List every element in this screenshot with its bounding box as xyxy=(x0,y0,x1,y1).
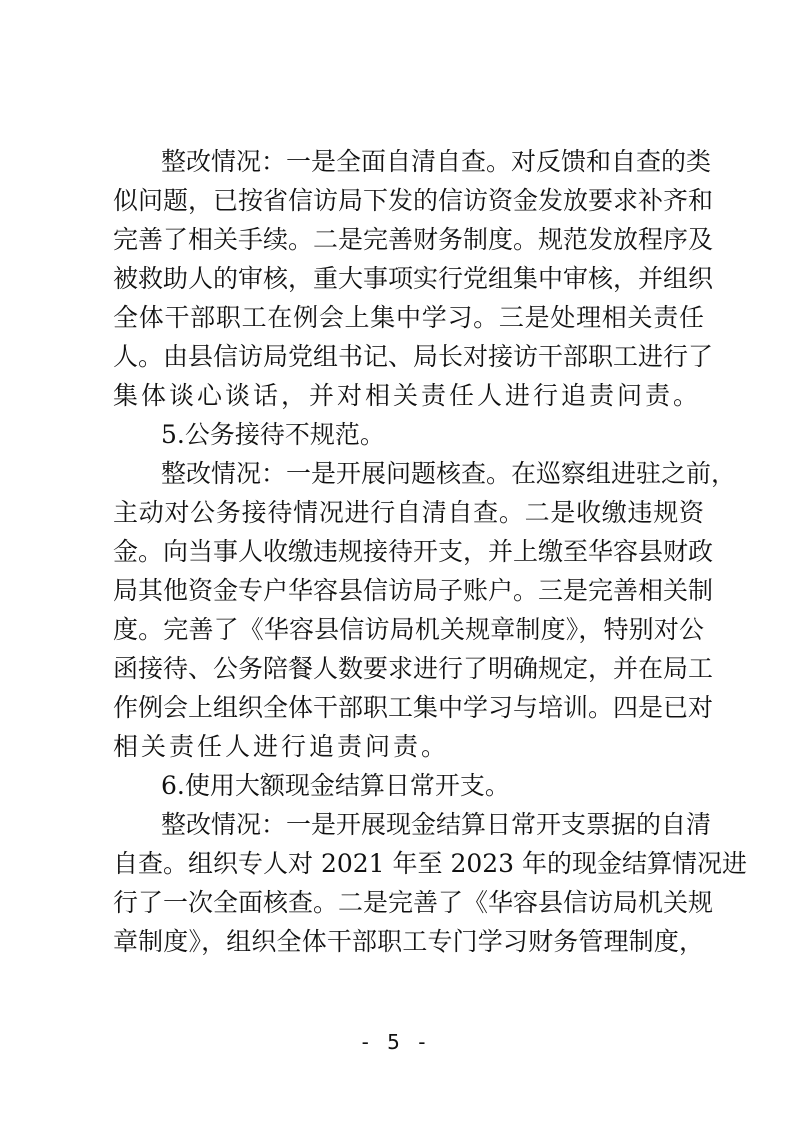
text-line: 集体谈心谈话，并对相关责任人进行追责问责。 xyxy=(113,381,702,410)
text-line: 章制度》，组织全体干部职工专门学习财务管理制度， xyxy=(113,927,704,956)
text-line: 完善了相关手续。二是完善财务制度。规范发放程序及 xyxy=(113,225,714,254)
text-line: 金。向当事人收缴违规接待开支，并上缴至华容县财政 xyxy=(113,537,714,566)
text-line: 相关责任人进行追责问责。 xyxy=(113,732,450,761)
text-line: 函接待、公务陪餐人数要求进行了明确规定，并在局工 xyxy=(113,654,714,683)
text-line: 全体干部职工在例会上集中学习。三是处理相关责任 xyxy=(113,303,704,332)
text-line: 作例会上组织全体干部职工集中学习与培训。四是已对 xyxy=(113,693,714,722)
page-number: - 5 - xyxy=(361,1030,432,1054)
paragraph-rectification-1 xyxy=(113,142,714,415)
text-line: 整改情况：一是开展现金结算日常开支票据的自清 xyxy=(161,810,712,839)
section-heading: 5.公务接待不规范。 xyxy=(161,420,385,449)
text-line: 似问题，已按省信访局下发的信访资金发放要求补齐和 xyxy=(113,186,714,215)
section-heading: 6.使用大额现金结算日常开支。 xyxy=(161,771,510,800)
paragraph-rectification-5 xyxy=(113,454,737,766)
text-line: 局其他资金专户华容县信访局子账户。三是完善相关制 xyxy=(113,576,714,605)
heading-item-5 xyxy=(113,415,704,454)
text-line: 整改情况：一是开展问题核查。在巡察组进驻之前， xyxy=(161,459,737,488)
text-line: 人。由县信访局党组书记、局长对接访干部职工进行了 xyxy=(113,342,714,371)
text-line: 整改情况：一是全面自清自查。对反馈和自查的类 xyxy=(161,147,712,176)
paragraph-rectification-6 xyxy=(113,805,748,961)
text-line: 行了一次全面核查。二是完善了《华容县信访局机关规 xyxy=(113,888,714,917)
text-line: 被救助人的审核，重大事项实行党组集中审核，并组织 xyxy=(113,264,714,293)
document-body xyxy=(113,142,748,961)
text-line: 主动对公务接待情况进行自清自查。二是收缴违规资 xyxy=(113,498,704,527)
text-line: 度。完善了《华容县信访局机关规章制度》，特别对公 xyxy=(113,615,704,644)
heading-item-6 xyxy=(113,766,704,805)
text-line: 自查。组织专人对 2021 年至 2023 年的现金结算情况进 xyxy=(113,849,748,878)
